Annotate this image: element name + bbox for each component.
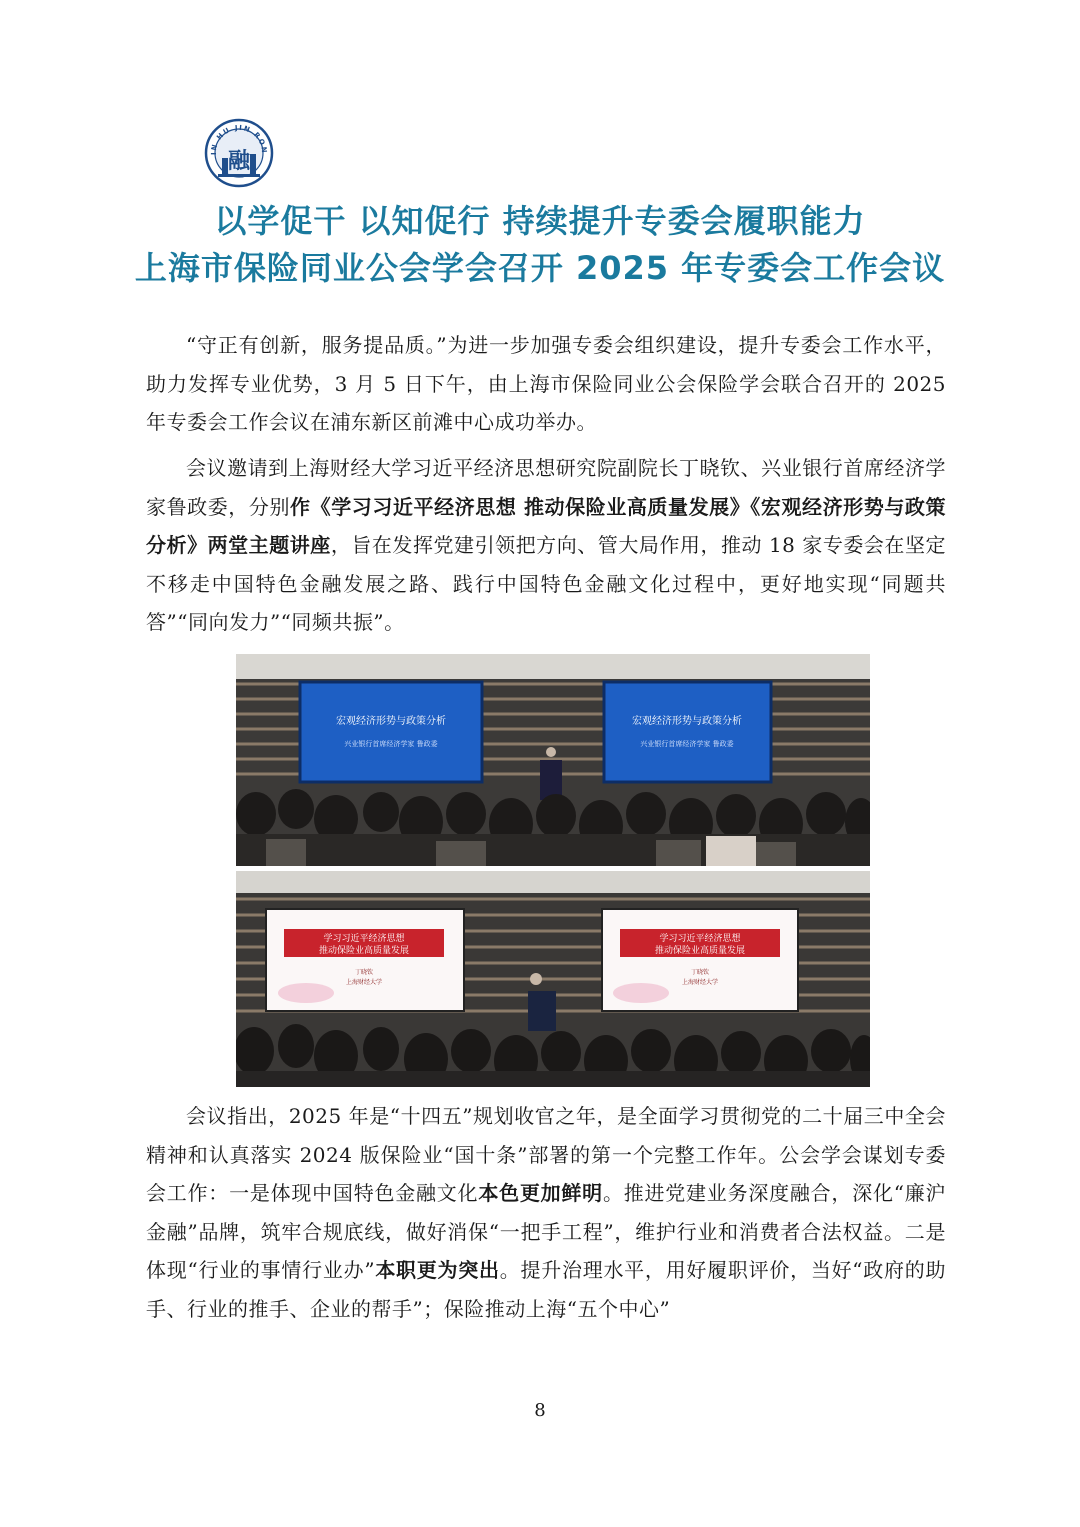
- screen4-title-line2: 推动保险业高质量发展: [654, 946, 746, 956]
- highlight-first-point: 本色更加鲜明: [478, 1181, 603, 1206]
- page-number: 8: [534, 1400, 546, 1421]
- logo-glyph: 融: [227, 149, 251, 174]
- screen4-speaker: 丁晓钦: [690, 969, 710, 976]
- paragraph-intro: “守正有创新，服务提品质。”为进一步加强专委会组织建设，提升专委会工作水平，助力发挥专业优势，3 月 5 日下午，由上海市保险同业公会保险学会联合召开的 2025 年专委会工作会议在浦东新区前滩中心成功举办。: [146, 333, 946, 435]
- meeting-points-text-2: 。推进党建业务深度融合，深化“廉沪金融”品牌，筑牢合规底线，做好消保“一把手工程”，维护行业和消费者合法权益。二是体现“行业的事情行业办”: [146, 1181, 946, 1283]
- association-logo: [204, 118, 274, 188]
- screen2-title: 宏观经济形势与政策分析: [632, 716, 742, 727]
- screen1-subtitle: 兴业银行首席经济学家 鲁政委: [344, 740, 438, 748]
- speakers-text: 会议邀请到上海财经大学习近平经济思想研究院副院长丁晓钦、兴业银行首席经济学家鲁政委，分别: [146, 456, 946, 519]
- screen1-title: 宏观经济形势与政策分析: [336, 716, 446, 727]
- screen3-title-line1: 学习习近平经济思想: [323, 934, 405, 944]
- screen3-title-line2: 推动保险业高质量发展: [318, 946, 410, 956]
- screen3-speaker: 丁晓钦: [354, 969, 374, 976]
- logo-ring-text: IN HU JIN RON: [209, 123, 269, 156]
- screen4-title-line1: 学习习近平经济思想: [659, 934, 741, 944]
- screen4-org: 上海财经大学: [681, 979, 719, 986]
- meeting-photo-economic-thought: [236, 871, 870, 1087]
- meeting-points-text-3: 。提升治理水平，用好履职评价，当好“政府的助手、行业的推手、企业的帮手”；保险推动上海“五个中心”: [146, 1258, 946, 1321]
- speakers-purpose: ，旨在发挥党建引领把方向、管大局作用，推动 18 家专委会在坚定不移走中国特色金融发展之路、践行中国特色金融文化过程中，更好地实现“同题共答”“同向发力”“同频共振”。: [146, 533, 947, 635]
- headline-line-2: 上海市保险同业公会学会召开 2025 年专委会工作会议: [134, 249, 946, 287]
- paragraph-speakers: [146, 449, 946, 642]
- headline-line-1: 以学促干 以知促行 持续提升专委会履职能力: [214, 202, 866, 240]
- highlight-second-point: 本职更为突出: [375, 1258, 500, 1283]
- meeting-photo-macro-economy: [236, 654, 870, 866]
- lecture-titles: 作《学习习近平经济思想 推动保险业高质量发展》《宏观经济形势与政策分析》两堂主题讲座: [146, 494, 946, 558]
- screen3-org: 上海财经大学: [345, 979, 383, 986]
- screen2-subtitle: 兴业银行首席经济学家 鲁政委: [640, 740, 734, 748]
- paragraph-meeting-points: [146, 1097, 946, 1329]
- meeting-points-text: 会议指出，2025 年是“十四五”规划收官之年，是全面学习贯彻党的二十届三中全会精神和认真落实 2024 版保险业“国十条”部署的第一个完整工作年。公会学会谋划专委会工作：一是体现中国特色金融文化: [146, 1104, 946, 1206]
